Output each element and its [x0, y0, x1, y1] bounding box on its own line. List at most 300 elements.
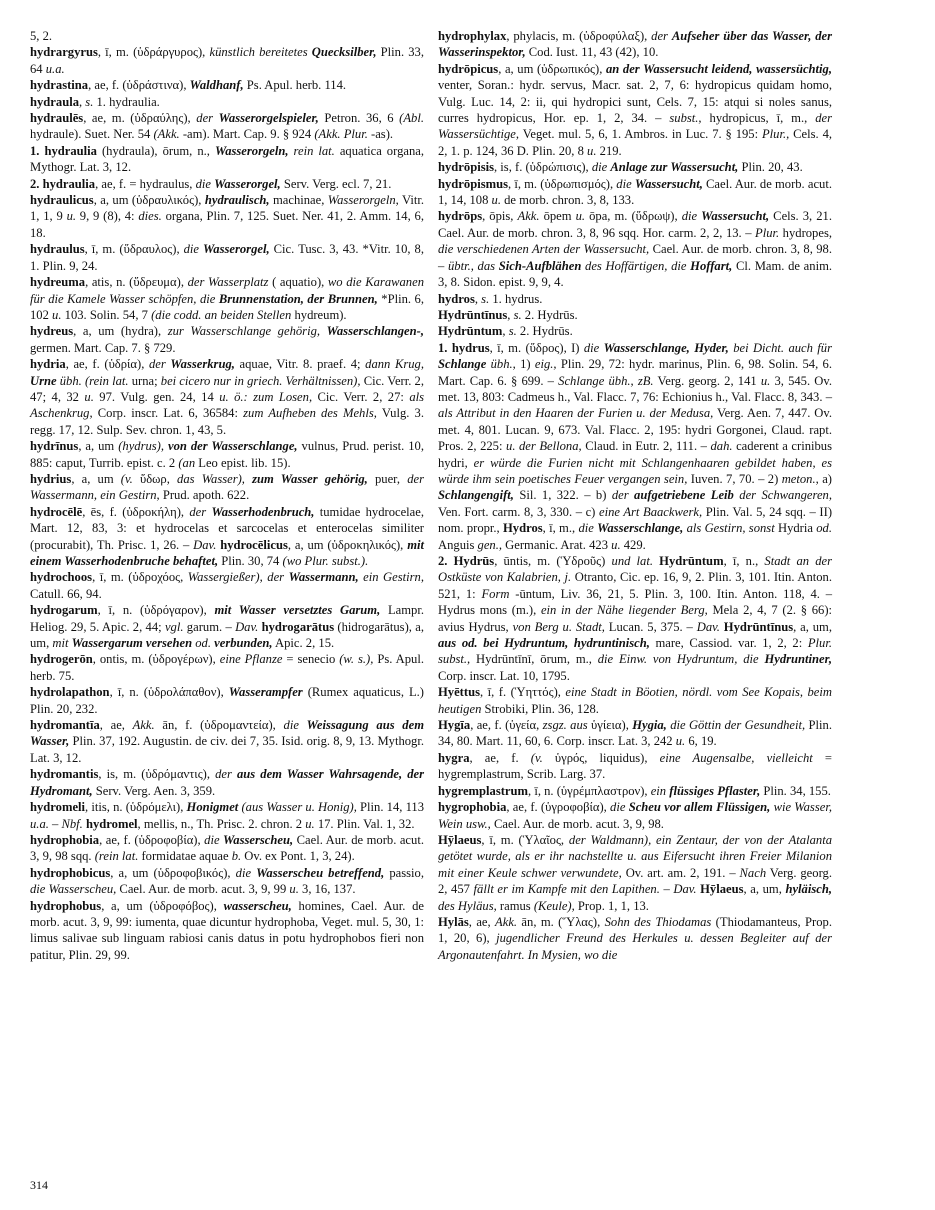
entry-text: Akk. [132, 718, 155, 733]
entry-text: 2. Hydrūs. [521, 307, 578, 322]
entry-headword: hygra [438, 750, 470, 765]
entry-text: Lucan. 5, 375. – [604, 619, 697, 634]
entry-headword: 2. Hydrūs [438, 554, 495, 568]
entry-text: Dav. [235, 619, 259, 634]
dictionary-entry [30, 241, 424, 274]
entry-text: als Aschenkrug, [30, 389, 425, 421]
dictionary-entry [438, 340, 832, 553]
entry-text: 9, 9 (8), 4: [76, 209, 139, 224]
entry-text: Ps. Apul. herb. 114. [243, 78, 347, 93]
entry-headword: hydrocēlē [30, 504, 83, 519]
dictionary-entry [30, 799, 424, 832]
entry-text: Cic. Verr. 2, 47; 4, 32 [30, 373, 424, 404]
entry-text: s. [85, 94, 94, 109]
entry-headword: hydreus [30, 324, 74, 339]
entry-text: hydraulisch, [204, 193, 270, 208]
entry-text: dah. [710, 439, 733, 454]
entry-text: Prop. 1, 1, 13. [574, 898, 649, 913]
entry-text: Plin. 29, 72: hydr. marinus, Plin. 6, 98. Solin. 54, 6. Mart. Cap. 6. § 699. – [438, 357, 832, 388]
entry-text: ān, f. (ὑδρομαντεία), [154, 718, 284, 733]
entry-text: , ī, f. (Ὑηττός), [479, 685, 566, 700]
dictionary-entry [438, 61, 832, 159]
entry-text: Wasserscheu, [223, 832, 294, 847]
entry-text: Stadt an der Ostküste von Kalabrien, j. [438, 554, 833, 585]
entry-headword: hydrogarum [30, 603, 98, 618]
entry-text: , ae, f. (ὑγροφοβία), [506, 800, 611, 815]
entry-headword: hydrochoos [30, 570, 93, 585]
entry-text: (Abl. [399, 111, 424, 126]
entry-text: 1. hydrus. [489, 291, 543, 306]
entry-text: u. [305, 816, 315, 831]
entry-headword: hydrīnus [30, 439, 79, 454]
entry-text: (hidrogarātus), a, um, [30, 619, 424, 651]
dictionary-entry [30, 684, 424, 717]
entry-headword: 1. hydrus [438, 340, 490, 355]
entry-text: (rein lat. [94, 849, 139, 864]
entry-text: 17. Plin. Val. 1, 32. [314, 816, 415, 831]
entry-text: Serv. Verg. ecl. 7, 21. [280, 176, 392, 191]
entry-text: (w. s.), [339, 652, 374, 667]
entry-text: Schlange [438, 357, 487, 372]
entry-text: Akk. [517, 209, 540, 224]
entry-text: Wasserorgeln, [214, 143, 289, 158]
dictionary-entry [438, 832, 832, 914]
entry-text: hydraule). Suet. Ner. 54 [30, 127, 154, 142]
entry-text: , mellis, n., Th. Prisc. 2. chron. 2 [137, 816, 306, 831]
entry-text: u. [760, 373, 771, 388]
entry-text: Corp. inscr. Lat. 10, 1795. [438, 668, 570, 683]
entry-text: Cic. Tusc. 3, 43. *Vitr. 10, 8, 1. Plin. 9, 24. [30, 242, 424, 273]
entry-text: (Keule), [533, 898, 575, 913]
entry-text: ān, m. (Ὕλας), [517, 914, 605, 929]
entry-text: , a, um (ὑδραυλικός), [93, 193, 205, 208]
entry-text: Schlange übh., zB. [558, 373, 654, 388]
entry-text: u. [84, 389, 94, 404]
entry-text: zum Aufheben des Mehls, [243, 406, 377, 421]
dictionary-entry [30, 766, 424, 799]
entry-text: , is, m. (ὑδρόμαντις), [98, 767, 216, 782]
entry-text: -am). Mart. Cap. 9. § 924 [179, 127, 315, 142]
entry-text: Plin. 20, 43. [738, 160, 803, 175]
entry-text: Wasserkrug, [170, 357, 235, 372]
entry-text: die verschiedenen Arten der Wassersucht, [438, 242, 650, 257]
entry-text: Hoffart, [690, 258, 733, 273]
entry-text: Hydrūntīnī, ōrum, m., [470, 652, 598, 667]
entry-text: Prud. apoth. 622. [159, 488, 250, 503]
entry-text: (v. [120, 471, 133, 486]
entry-text: der [148, 357, 171, 372]
entry-text: , a, um (ὑδροφοβικός), [110, 865, 236, 880]
entry-text: rein lat. [288, 143, 335, 158]
entry-text: Cael. Aur. de morb. acut. 3, 9, 99 [116, 882, 290, 897]
entry-text: Wasserorgelspieler, [218, 111, 319, 126]
entry-text: hyläisch, [785, 882, 832, 897]
entry-text: verbunden, [211, 636, 273, 651]
dictionary-entry [30, 176, 424, 192]
entry-text: gen., [477, 537, 503, 552]
entry-text: u.a. [30, 816, 49, 831]
entry-text: tumidae hydrocelae, Mart. 12, 83, 3: et hydrocelas et sarcocelas et enterocelas similiter (procurabit), Th. Prisc. 1, 26. – [30, 504, 424, 552]
entry-text: (Thiodamanteus, Prop. 1, 20, 6), [438, 914, 832, 946]
entry-headword: 2. hydraulia [30, 176, 96, 191]
entry-text: Wassersucht, [634, 176, 703, 191]
dictionary-entry [30, 602, 424, 651]
entry-text: der [611, 488, 635, 503]
entry-text: Otranto, Cic. ep. 16, 9, 2. Plin. 3, 101. Itin. Anton. 521, 1: [438, 570, 832, 601]
entry-text: , ī, m. (ὑδροχόος, [92, 570, 188, 585]
entry-text: als Attribut in den Haaren der Furien u. der Medusa, [438, 406, 714, 421]
entry-text: Weissagung aus dem Wasser, [30, 718, 424, 749]
entry-headword: Hydrūntum [653, 554, 724, 568]
entry-text: er würde die Furien nicht mit Schlangenhaaren gebildet haben, es würde ihm sein poetisches Feuer vergangen sein, [438, 455, 832, 486]
entry-text: Plin. 33, 64 [30, 45, 424, 76]
entry-headword: hydraulus [30, 242, 85, 257]
entry-headword: hydraula [30, 94, 79, 109]
entry-text: , ae, [468, 914, 496, 929]
entry-text: Plur. [755, 225, 780, 240]
entry-text: Petron. 36, 6 [318, 111, 400, 126]
entry-text: Sich-Aufblähen [498, 258, 582, 273]
dictionary-entry [438, 323, 832, 339]
entry-text: Veget. mul. 5, 6, 1. Ambros. in Luc. 7. § 195: [519, 127, 762, 142]
dictionary-entry [30, 143, 424, 176]
entry-text: Plin. 14, 113 [356, 800, 424, 815]
entry-text: passio, [384, 865, 424, 880]
entry-text: Nach [739, 865, 767, 880]
entry-text: die Einw. von Hydruntum, die [597, 652, 765, 667]
entry-text: Plin. 34, 80. Mart. 11, 60, 6. Corp. inscr. Lat. 3, 242 [438, 718, 832, 749]
entry-text: zur Wasserschlange gehörig, [167, 324, 327, 339]
entry-text: , ae, m. (ὑδραύλης), [83, 111, 197, 126]
entry-headword: hydromantīa [30, 718, 100, 733]
entry-text: Wasserorgel, [203, 242, 270, 257]
entry-text: Verg. georg. 2, 141 [653, 373, 761, 388]
entry-text: = senecio [282, 652, 340, 667]
entry-text: Wasserscheu betreffend, [256, 865, 385, 880]
entry-text: ōpem [539, 209, 576, 224]
entry-text: Ov. ex Pont. 1, 3, 24). [241, 849, 355, 864]
entry-text: dann Krug, [365, 357, 425, 372]
dictionary-entry [30, 471, 424, 504]
entry-text: , ae, f. (ὑδράστινα), [88, 78, 190, 93]
entry-text: mit [52, 636, 72, 651]
entry-text: , ī, n. (ὑδρόγαρον), [97, 603, 215, 618]
dictionary-entry [438, 783, 832, 799]
entry-text: puer, [367, 471, 408, 486]
entry-text: Lampr. Heliog. 29, 5. Apic. 2, 44; [30, 603, 424, 634]
entry-text: Iuven. 7, 70. – 2) [687, 471, 782, 486]
entry-text: ein in der Nähe liegender Berg, [540, 603, 708, 618]
entry-text: , ī, m. (ὑδράργυρος), [97, 45, 210, 60]
entry-text: Cael. Aur. de morb. acut. 3, 9, 98 sqq. [30, 832, 424, 864]
entry-text: mit Wasser versetztes Garum, [214, 603, 381, 618]
entry-headword: Hydros [503, 521, 543, 536]
entry-text: ὑγίεια), [587, 718, 633, 733]
entry-text: aquatica organa, Mythogr. Lat. 3, 12. [30, 143, 424, 175]
dictionary-entry [30, 77, 424, 93]
entry-text: die [195, 176, 215, 191]
entry-text: u. [587, 143, 597, 158]
entry-text: , atis, n. (ὕδρευμα), [85, 275, 188, 290]
entry-text: jugendlicher Freund des Herkules u. dessen Begleiter auf der Argonautenfahrt. In Mysien, wo die [438, 931, 832, 962]
dictionary-entry [30, 28, 424, 44]
entry-text: hydropes, [779, 225, 832, 240]
entry-text: mare, Cassiod. var. 1, 2, 2: [649, 636, 808, 651]
dictionary-entry [438, 553, 832, 684]
entry-text: (Rumex aquaticus, L.) Plin. 20, 232. [30, 685, 425, 716]
entry-text: *Plin. 6, 102 [30, 291, 424, 322]
entry-text: , [474, 291, 482, 306]
entry-text: Sohn des Thiodamas [604, 914, 712, 929]
entry-text: u. der Bellona, [506, 439, 582, 454]
entry-headword: Hydrūntīnus [438, 307, 508, 322]
entry-text: der Wassermann, ein Gestirn, [30, 471, 424, 503]
entry-headword: Hyēttus [438, 685, 480, 700]
entry-text: Brunnenstation, der Brunnen, [218, 291, 378, 306]
entry-text: , [507, 307, 514, 322]
entry-text: 5, 2. [30, 29, 53, 43]
right-column [438, 28, 832, 963]
entry-text: Cels. 4, 2, 1. p. 124, 36 D. Plin. 20, 8 [438, 127, 833, 158]
entry-text: der Wasserplatz [187, 275, 269, 290]
entry-text: bei Dicht. auch für [728, 340, 832, 355]
entry-text: ὑγρός, liquidus), [542, 750, 660, 765]
entry-text: s. [513, 307, 522, 322]
entry-text: , ae, f. = hydraulus, [95, 176, 196, 191]
dictionary-entry [438, 208, 832, 290]
entry-text: Plin. Val. 5, 24 sqq. – II) nom. propr., [438, 504, 833, 536]
entry-text: an der Wassersucht leidend, wassersüchtig, [606, 61, 832, 76]
entry-text: Akk. [495, 914, 518, 929]
entry-text: Urne [30, 373, 57, 388]
entry-text: u.a. [45, 61, 65, 76]
entry-text: Wassermann, [288, 570, 359, 585]
dictionary-entry [438, 159, 832, 175]
dictionary-entry [438, 307, 832, 323]
entry-text: das Wasser), [177, 471, 245, 486]
entry-text: der [651, 29, 672, 43]
dictionary-entry [30, 94, 424, 110]
entry-text: flüssiges Pflaster, [669, 783, 761, 798]
entry-text: der Wassersüchtige, [438, 111, 832, 142]
entry-text: Wasserorgel, [214, 176, 281, 191]
entry-text: eine Art Baackwerk, [598, 504, 703, 519]
entry-text: , [502, 324, 509, 339]
entry-text: die [591, 160, 611, 175]
entry-headword: hydrogarātus [258, 619, 335, 634]
entry-text: – [48, 816, 62, 831]
entry-text: Catull. 66, 94. [30, 586, 102, 601]
entry-text: , ēs, f. (ὑδροκήλη), [82, 504, 190, 519]
entry-text: vulnus, Prud. perist. 10, 885: caput, Turrib. epist. c. 2 [30, 439, 424, 470]
entry-text: (Akk. Plur. [314, 127, 368, 142]
entry-headword: hydrōpicus [438, 61, 499, 76]
entry-text: eine Augensalbe, vielleicht [659, 750, 813, 765]
entry-headword: hydrargyrus [30, 45, 98, 60]
entry-text: der [215, 767, 237, 782]
entry-text: Leo epist. lib. 15). [195, 455, 291, 470]
entry-text: die Wasserscheu, [30, 882, 117, 897]
entry-text: de morb. chron. 3, 8, 133. [500, 193, 635, 208]
entry-text: die [204, 832, 224, 847]
entry-headword: hydria [30, 357, 66, 372]
entry-text: Honigmet [186, 800, 239, 815]
entry-headword: hydraulēs [30, 111, 84, 126]
entry-text: die Göttin der Gesundheit, [666, 718, 806, 733]
entry-text: die [616, 176, 635, 191]
entry-text: Plin. 30, 74 [218, 554, 283, 568]
dictionary-entry [30, 865, 424, 898]
entry-text: aquae, Vitr. 8. praef. 4; [234, 357, 366, 372]
dictionary-entry [438, 914, 832, 963]
dictionary-entry [438, 176, 832, 209]
entry-text: 103. Solin. 54, 7 [61, 307, 152, 322]
dictionary-entry [30, 44, 424, 77]
entry-text: 1) [515, 357, 535, 372]
entry-text: übh., [486, 357, 516, 372]
entry-text: Dav. [696, 619, 720, 634]
entry-text: s. [481, 291, 490, 306]
entry-headword: hygrophobia [438, 800, 507, 815]
entry-text: Hydruntiner, [764, 652, 832, 667]
entry-headword: 1. hydraulia [30, 143, 97, 158]
entry-text: Cod. Iust. 11, 43 (42), 10. [525, 45, 659, 60]
entry-text: von der Wasserschlange, [164, 439, 298, 454]
entry-text: Apic. 2, 15. [272, 636, 335, 651]
entry-headword: hydrōpismus [438, 176, 508, 191]
entry-text: die [578, 521, 598, 536]
entry-text: Dav. [673, 882, 697, 897]
entry-text: wie Wasser, Wein usw., [438, 800, 832, 831]
entry-text: u. [289, 882, 299, 897]
entry-text: 6, 19. [685, 734, 717, 749]
entry-text: u. ö.: zum Losen, [219, 389, 313, 404]
entry-text: der Waldmann), ein Zentaur, der von der Atalanta getötet wurde, als er ihr nachstellte u. aus Eifersucht ihren Freier Milanion mit einer Keule schwer verwundete, [438, 832, 832, 880]
dictionary-entry [438, 684, 832, 717]
entry-text: , phylacis, m. (ὑδροφύλαξ), [506, 29, 652, 43]
entry-text: die [235, 865, 257, 880]
entry-text: bei cicero nur in griech. Verhältnissen), [160, 373, 361, 388]
entry-text: venter, Soran.: hydr. servus, Macr. sat. 2, 7, 6: hydropicus quidam homo, Vulg. Luc. 14, 2: ii, qui hydropici sunt, Cels. 7, 15: atqui si noles sanus, curres hydropicus, Hor. ep. 1, 2, 34. – [438, 78, 832, 126]
entry-text: (aus Wasser u. Honig), [238, 800, 357, 815]
dictionary-entry [438, 750, 832, 783]
entry-text: 219. [596, 143, 622, 158]
entry-headword: Hydrūntum [438, 324, 503, 339]
entry-headword: hydrophobus [30, 898, 102, 913]
entry-text: u. [491, 193, 501, 208]
entry-text: Wassergarum versehen [71, 636, 193, 651]
entry-text: Aufseher über das Wasser, der Wasserinspektor, [438, 29, 832, 60]
dictionary-entry [30, 323, 424, 356]
entry-text: 3, 545. Ov. met. 13, 803: Cadmeus h., Val. Flacc. 7, 76: Echionius h., Val. Flacc. 8, 343. – [438, 373, 833, 404]
entry-text: -as). [367, 127, 394, 142]
entry-text: garum. – [183, 619, 236, 634]
entry-headword: hydromantis [30, 767, 99, 782]
entry-text: Claud. in Eutr. 2, 111. – [581, 439, 711, 454]
entry-headword: hydrophobia [30, 832, 100, 847]
dictionary-entry [30, 569, 424, 602]
entry-text: , a, um [78, 439, 119, 454]
dictionary-entry [30, 192, 424, 241]
entry-text: der [189, 504, 212, 519]
entry-text: die [583, 340, 604, 355]
entry-text: Sil. 1, 322. – b) [513, 488, 612, 503]
entry-text: u. [575, 209, 586, 224]
entry-text: Verg. georg. 2, 457 [438, 865, 832, 897]
entry-text: Plin. 34, 155. [760, 783, 831, 798]
entry-text: , is, f. (ὑδρώπισις), [494, 160, 592, 175]
entry-text: a) [818, 471, 832, 486]
dictionary-entry [30, 898, 424, 964]
entry-headword: hydrōps [438, 209, 483, 224]
entry-text: Form [481, 586, 510, 601]
entry-text: ramus [496, 898, 534, 913]
entry-text: Plur. subst., [438, 636, 832, 667]
entry-text: – [659, 882, 674, 897]
entry-headword: Hylās [438, 914, 469, 929]
entry-text: Hygia, [632, 718, 667, 733]
entry-text: , a, um [71, 471, 121, 486]
entry-text: (wo Plur. subst.). [282, 554, 369, 568]
left-column [30, 28, 424, 963]
entry-text: , ī, m. (ὕδραυλος), [84, 242, 184, 257]
entry-text: ōpa, m. (ὕδρωψ), [585, 209, 682, 224]
entry-text: , a, um (ὑδροφόβος), [101, 898, 224, 913]
entry-text: caderent a crinibus hydri, [438, 439, 832, 470]
entry-text: Wasserschlangen-, [326, 324, 424, 339]
entry-text: -ūntum, Liv. 36, 21, 5. Plin. 3, 100. Itin. Anton. 118, 4. – Hydrus mons (m.), [438, 586, 832, 618]
entry-text: u. [611, 537, 621, 552]
entry-text: hydreum). [291, 307, 347, 322]
entry-text: Cels. 3, 21. Cael. Aur. de morb. chron. 3, 8, 96 sqq. Hor. carm. 2, 2, 13. – [438, 209, 832, 240]
entry-text: des Hoffärtigen, die [581, 258, 691, 273]
entry-headword: hydrocēlicus [216, 537, 288, 552]
entry-headword: hydrogerōn [30, 652, 93, 667]
entry-text: Cael. Aur. de morb. acut. 3, 9, 98. [490, 816, 664, 831]
entry-headword: hydros [438, 291, 475, 306]
dictionary-entry [30, 651, 424, 684]
entry-text: Cl. Mam. de anim. 3, 8. Sidon. epist. 9, 9, 4. [438, 258, 833, 290]
entry-headword: hydromeli [30, 800, 86, 815]
dictionary-entry [438, 799, 832, 832]
entry-text: der [196, 111, 219, 126]
entry-text: , ī, n., [723, 554, 765, 568]
dictionary-entry [30, 504, 424, 570]
entry-text: Wasserschlange, [597, 521, 684, 536]
entry-text: (an [178, 455, 196, 470]
entry-headword: hygremplastrum [438, 783, 529, 798]
entry-text: des Hyläus, [438, 898, 497, 913]
entry-text: s. [508, 324, 517, 339]
entry-text: und lat. [611, 554, 654, 568]
entry-text: (v. [530, 750, 543, 765]
entry-text: subst., [669, 111, 702, 126]
dictionary-entry [438, 28, 832, 61]
entry-text: Plin. 37, 192. Augustin. de civ. dei 7, 35. Isid. orig. 8, 9, 13. Mythogr. Lat. 3, 12. [30, 734, 424, 765]
entry-headword: hydrōpisis [438, 160, 494, 175]
entry-text: b. [231, 849, 242, 864]
entry-text: 97. Vulg. gen. 24, 14 [93, 389, 220, 404]
entry-text: Ven. Fort. carm. 8, 3, 330. – c) [438, 504, 599, 519]
entry-headword: Hydrūntīnus [719, 619, 794, 634]
entry-text: Vitr. 1, 1, 9 [30, 193, 424, 224]
entry-headword: hydrophylax [438, 29, 507, 43]
dictionary-entry [30, 356, 424, 438]
entry-text: Wasserhodenbruch, [211, 504, 315, 519]
dictionary-entry [30, 274, 424, 323]
entry-text: Ov. art. am. 2, 191. – [621, 865, 740, 880]
entry-text: , ontis, m. (ὑδρογέρων), [92, 652, 220, 667]
